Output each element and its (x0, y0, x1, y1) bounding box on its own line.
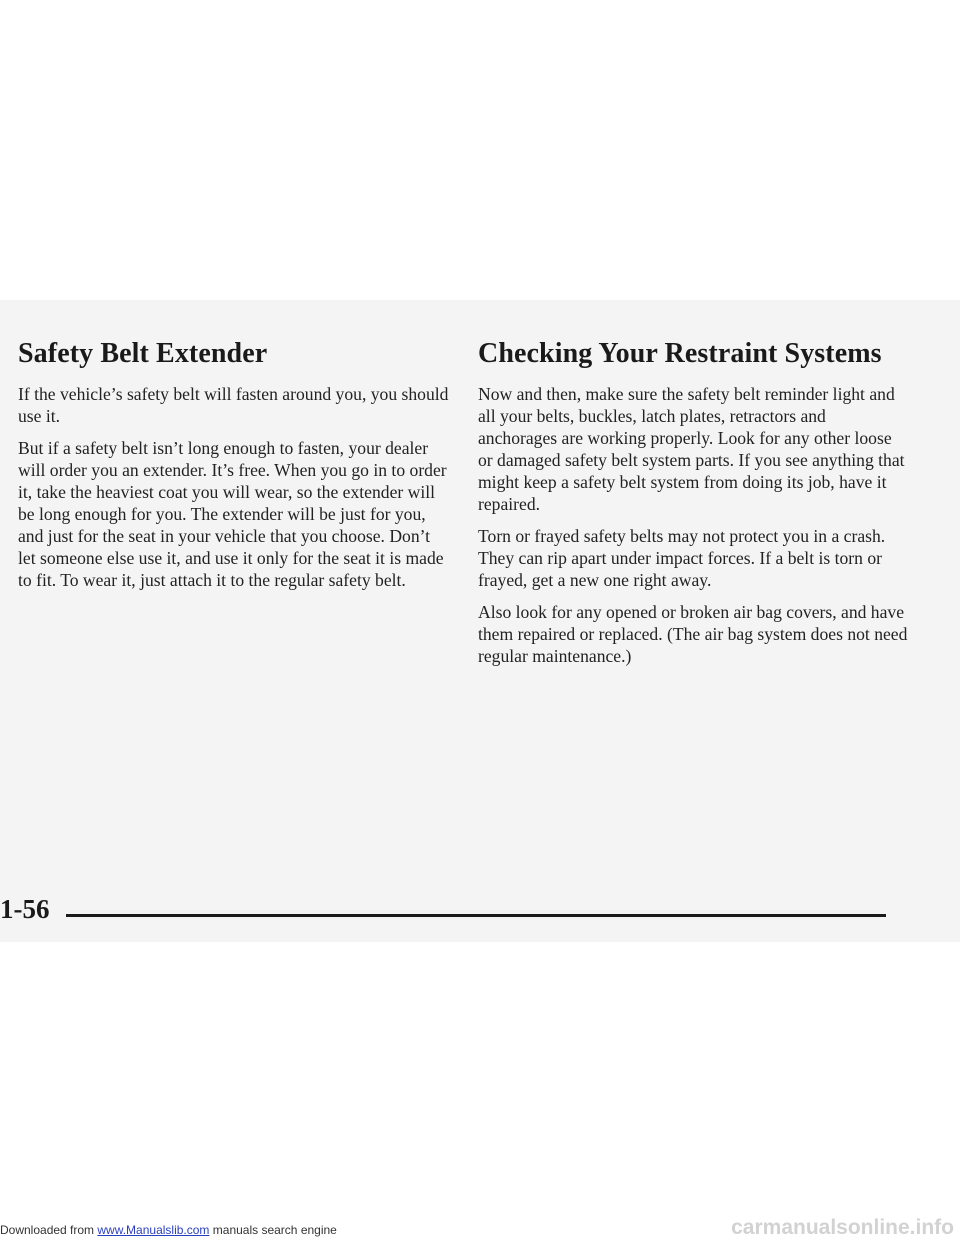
page-number: 1-56 (0, 894, 50, 924)
section-title: Checking Your Restraint Systems (478, 338, 882, 369)
download-footer (0, 1222, 337, 1238)
footer-prefix: Downloaded from (0, 1223, 98, 1237)
paragraph: If the vehicle’s safety belt will fasten around you, you should use it. (18, 384, 449, 426)
paragraph: But if a safety belt isn’t long enough to fasten, your dealer will order you an extender. It’s free. When you go in to order it, take the heaviest coat you will wear, so the extender will be long enough for you. The extender will be just for you, and just for the seat in your vehicle that you choose. Don’t let someone else use it, and use it only for the seat it is made to fit. To wear it, just attach it to the regular safety belt. (18, 438, 447, 590)
section-safety-belt-extender (18, 338, 450, 601)
paragraph: Now and then, make sure the safety belt reminder light and all your belts, buckles, latch plates, retractors and anchorages are working properly. Look for any other loose or damaged safety belt system parts. If you see anything that might keep a safety belt system from doing its job, have it repaired. (478, 384, 905, 514)
section-title: Safety Belt Extender (18, 338, 268, 369)
section-checking-restraint-systems (478, 338, 908, 677)
paragraph: Also look for any opened or broken air bag covers, and have them repaired or replaced. (The air bag system does not need regular maintenance.) (478, 602, 908, 666)
page-rule-divider (66, 914, 886, 917)
manualslib-link[interactable]: www.Manualslib.com (97, 1223, 210, 1237)
watermark-logo: carmanualsonline.info (731, 1216, 954, 1239)
paragraph: Torn or frayed safety belts may not protect you in a crash. They can rip apart under impact forces. If a belt is torn or frayed, get a new one right away. (478, 526, 886, 590)
footer-suffix: manuals search engine (209, 1223, 337, 1237)
